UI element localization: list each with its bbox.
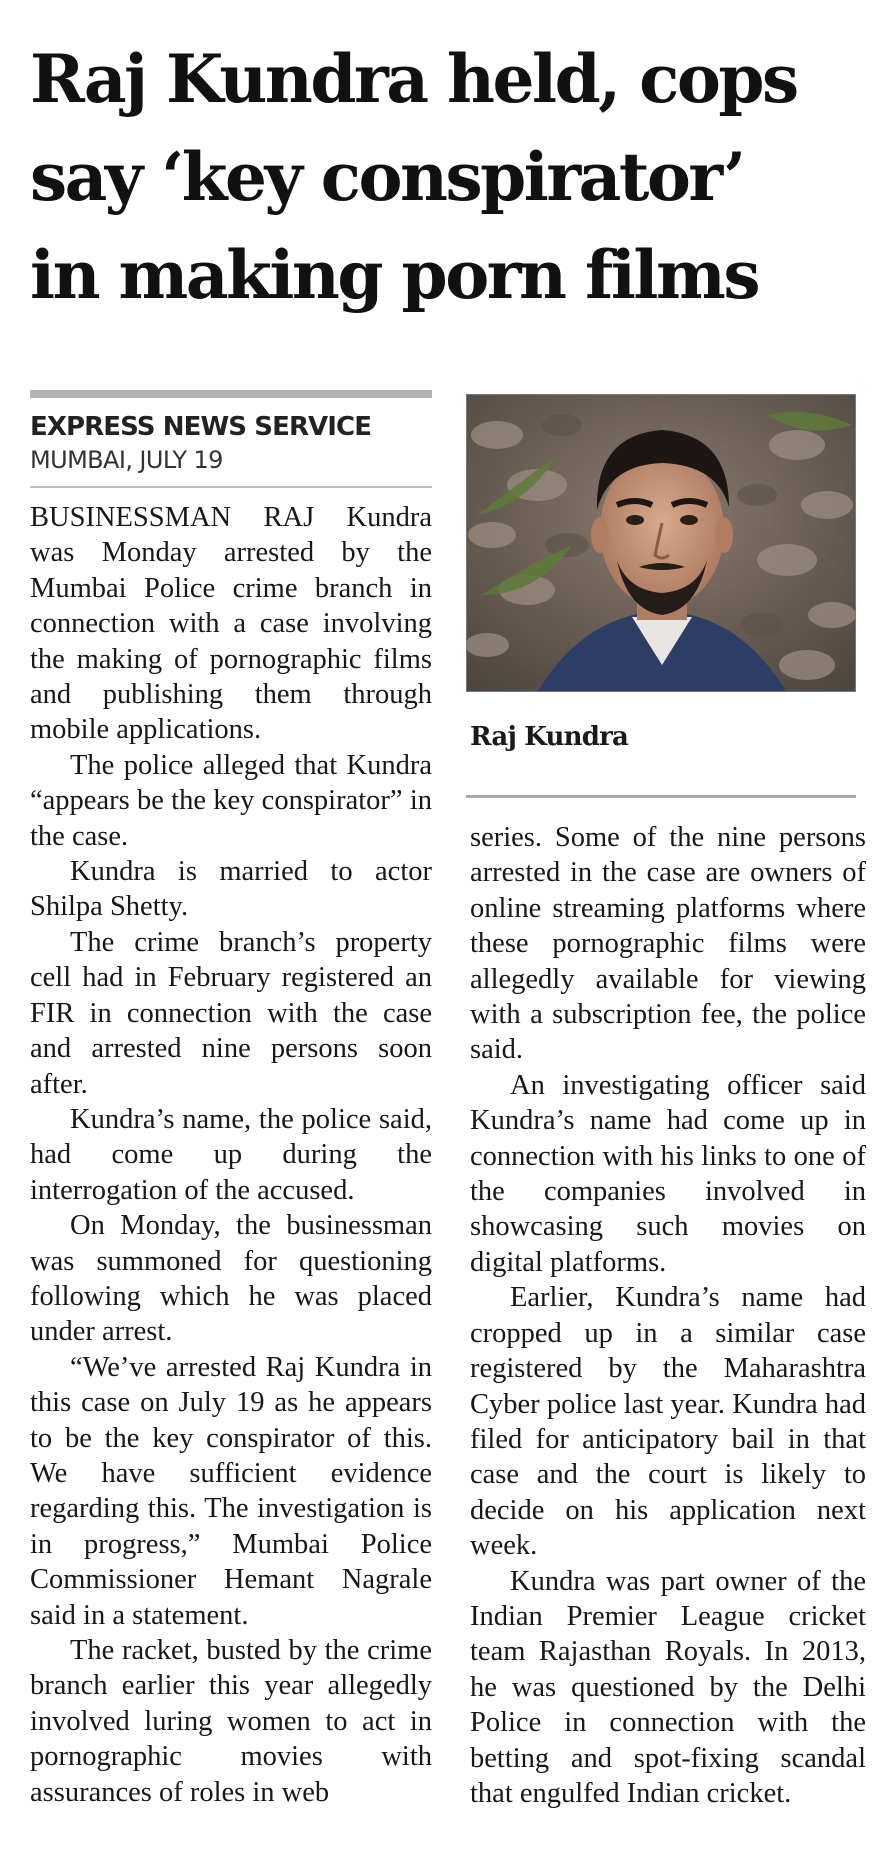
top-rule [30, 390, 432, 398]
paragraph: The police alleged that Kundra “appears be the key conspirator” in the case. [30, 749, 432, 852]
paragraph: Earlier, Kundra’s name had cropped up in a similar case registered by the Maharashtra Cyber police last year. Kundra had filed for anticipatory bail in that case and the court is likely to decide on his application next week. [470, 1282, 866, 1562]
paragraph: An investigating officer said Kundra’s name had come up in connection with his links to one of the companies involved in showcasing such movies on digital platforms. [470, 1069, 866, 1278]
paragraph: On Monday, the businessman was summoned for questioning following which he was placed under arrest. [30, 1210, 432, 1348]
left-body [30, 500, 432, 1810]
headline-line: Raj Kundra held, cops [30, 40, 797, 118]
byline: EXPRESS NEWS SERVICE [30, 412, 372, 442]
portrait-photo [466, 394, 856, 692]
byline-rule [30, 486, 432, 488]
caption-rule [466, 795, 856, 798]
photo-caption: Raj Kundra [470, 722, 629, 752]
paragraph: The racket, busted by the crime branch earlier this year allegedly involved luring women to act in pornographic movies with assurances of roles in web [30, 1635, 432, 1808]
right-column [470, 820, 866, 1811]
paragraph: Kundra was part owner of the Indian Premier League cricket team Rajasthan Royals. In 2013, he was questioned by the Delhi Police in connection with the betting and spot-fixing scandal that engulfed Indian cricket. [470, 1565, 866, 1809]
dateline: MUMBAI, JULY 19 [30, 446, 223, 474]
paragraph: Kundra is married to actor Shilpa Shetty. [30, 856, 432, 923]
headline-line: in making porn films [30, 236, 758, 314]
paragraph: BUSINESSMAN RAJ Kundra was Monday arrested by the Mumbai Police crime branch in connection with a case involving the making of pornographic films and publishing them through mobile applications. [30, 502, 432, 746]
portrait-image [467, 395, 856, 692]
left-column [30, 390, 432, 1810]
paragraph: The crime branch’s property cell had in February registered an FIR in connection with the case and arrested nine persons soon after. [30, 926, 432, 1100]
paragraph: “We’ve arrested Raj Kundra in this case on July 19 as he appears to be the key conspirator of this. We have sufficient evidence regarding this. The investigation is in progress,” Mumbai Police Commissioner Hemant Nagrale said in a statement. [30, 1351, 432, 1631]
paragraph: series. Some of the nine persons arrested in the case are owners of online streaming platforms where these pornographic films were allegedly available for viewing with a subscription fee, the police said. [470, 822, 866, 1066]
paragraph: Kundra’s name, the police said, had come up during the interrogation of the accused. [30, 1103, 432, 1206]
headline [30, 30, 870, 324]
headline-line: say ‘key conspirator’ [30, 138, 744, 216]
